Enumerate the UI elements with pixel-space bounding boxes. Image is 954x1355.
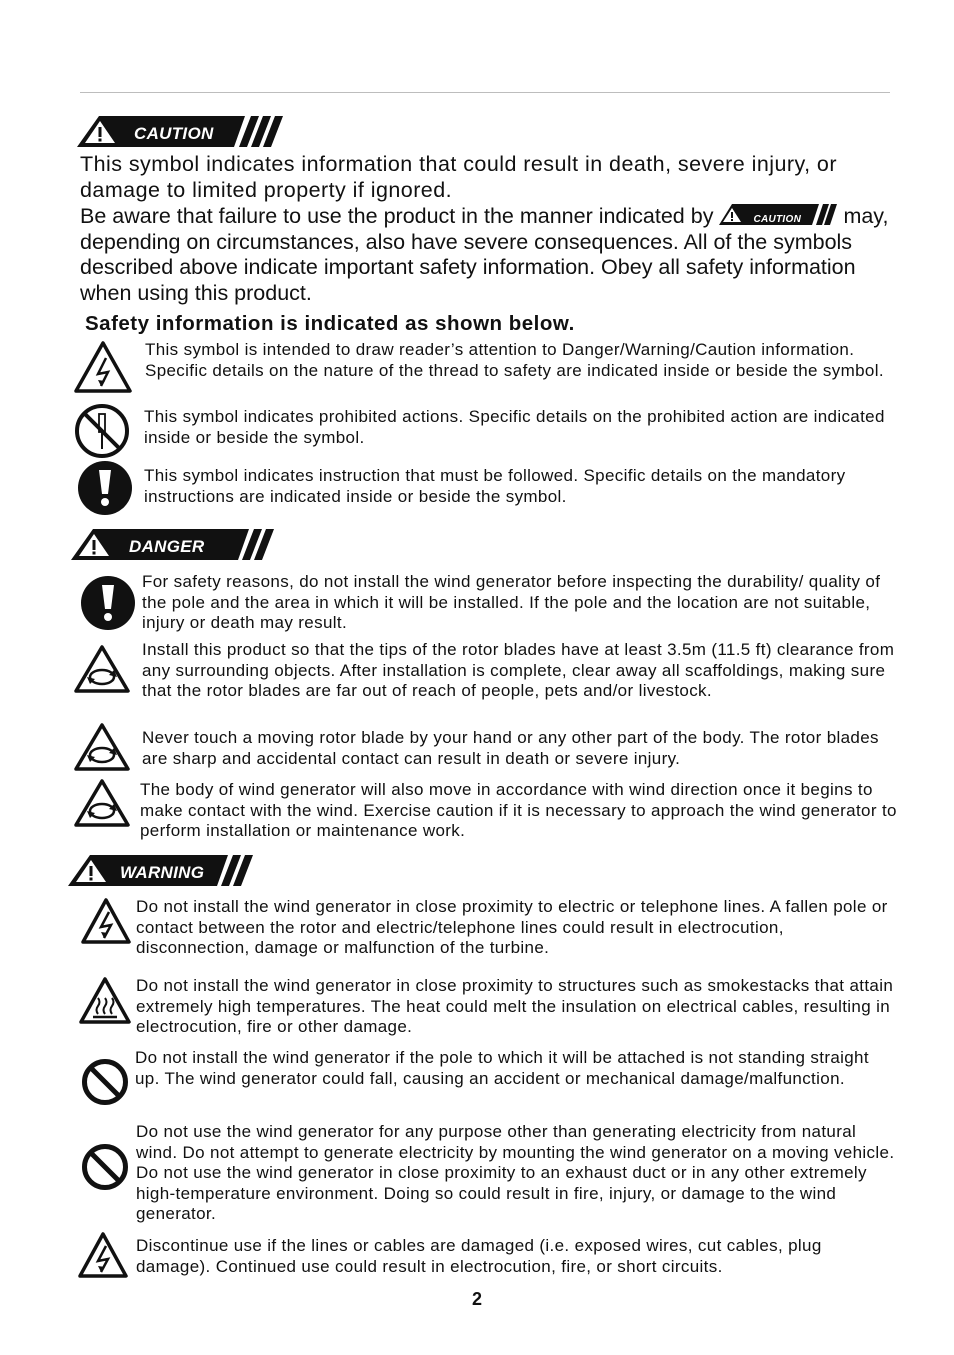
caution-banner: [77, 116, 282, 148]
danger-item-text: Never touch a moving rotor blade by your hand or any other part of the body. The rotor blades are sharp and accidental contact can result in death or severe injury.: [142, 728, 879, 768]
warning-item-text: Do not install the wind generator in close proximity to electric or telephone lines. A fallen pole or contact between the rotor and electric/telephone lines could result in electrocution, disconnection, damage or malfunction of the turbine.: [136, 897, 888, 957]
warning-item-text: Discontinue use if the lines or cables are damaged (i.e. exposed wires, cut cables, plug damage). Continued use could result in electrocution, fire, or short circuits.: [136, 1236, 822, 1276]
rotation-hazard-icon: [73, 644, 131, 694]
warning-item-text: Do not install the wind generator if the pole to which it will be attached is not standing straight up. The wind generator could fall, causing an accident or mechanical damage/malfunction.: [135, 1048, 869, 1088]
warning-item-text: Do not install the wind generator in close proximity to structures such as smokestacks that attain extremely high temperatures. The heat could melt the insulation on electrical cables, resulting in electrocution, fire or other damage.: [136, 976, 894, 1036]
rotation-hazard-icon: [73, 722, 131, 772]
caution-label: CAUTION: [134, 124, 214, 143]
symbol-item-text: This symbol indicates prohibited actions. Specific details on the prohibited action are indicated inside or beside the symbol.: [144, 407, 885, 447]
page-number: 2: [471, 1289, 482, 1309]
danger-item-text: Install this product so that the tips of the rotor blades have at least 3.5m (11.5 ft) clearance from any surrounding objects. After installation is complete, clear away all scaffoldings, making sure that the rotor blades are far out of reach of people, pets and/or livestock.: [142, 640, 895, 700]
hot-surface-hazard-icon: [78, 976, 132, 1026]
danger-item-text: The body of wind generator will also move in accordance with wind direction once it begins to make contact with the wind. Exercise caution if it is necessary to approach the wind generator to perform installation or maintenance work.: [140, 780, 897, 840]
electric-hazard-triangle-icon: [73, 340, 133, 394]
warning-banner: [68, 855, 258, 887]
mandatory-exclamation-icon: [80, 575, 136, 631]
warning-item-text: Do not use the wind generator for any purpose other than generating electricity from natural wind. Do not attempt to generate electricity by mounting the wind generator on a moving vehicle. Do not use the wind generator in close proximity to an exhaust duct or in any other extremely high-temperature environment. Doing so could result in fire, injury, or damage to the wind generator.: [136, 1122, 895, 1223]
no-disassembly-icon: [73, 402, 131, 460]
inline-caution-label: CAUTION: [753, 214, 802, 225]
rotation-hazard-icon: [73, 778, 131, 828]
intro-paragraph-2: [80, 204, 895, 306]
header-rule: [80, 92, 890, 93]
intro-text-before-badge: Be aware that failure to use the product in the manner indicated by: [80, 204, 714, 228]
mandatory-exclamation-icon: [77, 460, 133, 516]
danger-label: DANGER: [129, 537, 205, 556]
inline-caution-badge: [719, 204, 837, 226]
danger-banner: [71, 529, 276, 561]
prohibited-icon: [81, 1143, 129, 1191]
electric-hazard-triangle-icon: [80, 897, 132, 945]
symbol-item-text: This symbol is intended to draw reader’s attention to Danger/Warning/Caution information. Specific details on the nature of the thread to safety are indicated inside or beside the symbol.: [145, 340, 884, 380]
intro-text-after-badge: may, depending on circumstances, also have severe consequences. All of the symbols described above indicate important safety information. Obey all safety information when using this product.: [80, 204, 889, 305]
symbol-item-text: This symbol indicates instruction that must be followed. Specific details on the mandatory instructions are indicated inside or beside the symbol.: [144, 466, 846, 506]
electric-hazard-triangle-icon: [77, 1231, 129, 1279]
intro-paragraph-1: This symbol indicates information that could result in death, severe injury, or damage to limited property if ignored.: [80, 152, 837, 202]
safety-subheading: Safety information is indicated as shown below.: [85, 312, 575, 335]
prohibited-icon: [81, 1058, 129, 1106]
warning-label: WARNING: [120, 863, 205, 882]
danger-item-text: For safety reasons, do not install the wind generator before inspecting the durability/ quality of the pole and the area in which it will be installed. If the pole and the location are not suitable, injury or death may result.: [142, 572, 881, 632]
